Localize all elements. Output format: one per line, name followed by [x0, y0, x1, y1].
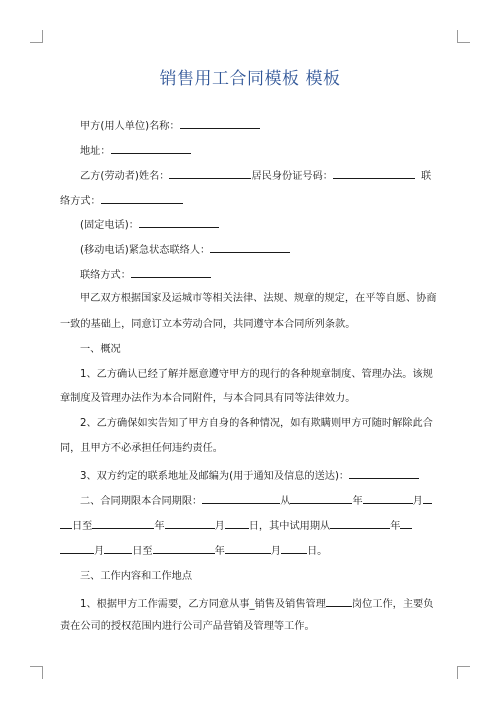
address-line	[80, 142, 191, 159]
probation-year-label-2: 年	[214, 546, 225, 557]
term-start-year-blank[interactable]	[290, 492, 352, 504]
emergency-contact-blank[interactable]	[210, 241, 290, 253]
contact-label-end: 络方式：	[60, 196, 101, 207]
preamble-line-2: 一致的基础上，同意订立本劳动合同，共同遵守本合同所列条款。	[60, 319, 356, 330]
party-a-name-blank[interactable]	[180, 117, 260, 129]
probation-end-day-blank[interactable]	[281, 542, 307, 554]
mailing-address-blank[interactable]	[349, 467, 419, 479]
probation-end-year-blank[interactable]	[153, 542, 215, 554]
term-year-label-1: 年	[352, 496, 363, 507]
clause-1-1-line-1: 1、乙方确认已经了解并愿意遵守甲方的现行的各种规章制度、管理办法。该规	[80, 369, 433, 380]
probation-year-label-1: 年	[390, 521, 401, 532]
position-blank[interactable]	[326, 595, 352, 607]
term-from-label: 从	[280, 496, 291, 507]
party-a-name-line	[80, 117, 260, 134]
term-end-day-blank[interactable]	[225, 517, 249, 529]
probation-start-month-blank-cont[interactable]	[60, 542, 94, 554]
party-b-name-label: 乙方(劳动者)姓名：	[80, 171, 170, 182]
probation-day-to-label: 日至	[132, 546, 153, 557]
mobile-emergency-label: (移动电话)紧急状态联络人：	[80, 245, 211, 256]
term-label: 二、合同期限本合同期限：	[80, 496, 203, 507]
contact-line	[60, 192, 183, 209]
section-1-heading: 一、概况	[80, 344, 121, 355]
term-month-label-1: 月	[412, 496, 423, 507]
term-line-2	[60, 517, 412, 534]
clause-3-1-line-2: 责在公司的授权范围内进行公司产品营销及管理等工作。	[60, 621, 315, 632]
crop-mark-top-left	[30, 30, 43, 43]
crop-mark-bottom-left	[30, 666, 43, 679]
id-number-blank[interactable]	[333, 167, 415, 179]
contact-blank[interactable]	[101, 192, 183, 204]
term-line-1	[80, 492, 432, 509]
probation-month-label-1: 月	[94, 546, 105, 557]
landline-blank[interactable]	[139, 216, 219, 228]
probation-day-end-label: 日。	[306, 546, 328, 557]
mobile-line	[80, 241, 290, 258]
section-3-heading: 三、工作内容和工作地点	[80, 571, 193, 582]
document-title: 销售用工合同模板 模板	[159, 69, 341, 89]
term-start-day-blank[interactable]	[423, 492, 432, 504]
party-a-name-label: 甲方(用人单位)名称：	[80, 121, 180, 132]
probation-month-label-2: 月	[270, 546, 281, 557]
clause-1-2-line-1: 2、乙方确保如实告知了甲方自身的各种情况，如有欺瞒则甲方可随时解除此合	[80, 418, 433, 429]
crop-mark-bottom-right	[457, 666, 470, 679]
clause-1-3-line	[80, 467, 419, 484]
clause-3-1-text-end: 岗位工作，主要负	[351, 599, 434, 610]
probation-start-month-blank[interactable]	[400, 517, 412, 529]
clause-1-2-line-2: 同，且甲方不必承担任何违约责任。	[60, 443, 223, 454]
clause-1-3-label: 3、双方约定的联系地址及邮编为(用于通知及信息的送达)：	[80, 471, 350, 482]
landline-label: (固定电话)：	[80, 220, 139, 231]
clause-1-1-line-2: 章制度及管理办法作为本合同附件，与本合同具有同等法律效力。	[60, 393, 356, 404]
emergency-contact-method-label: 联络方式：	[80, 270, 131, 281]
party-b-name-line	[80, 167, 431, 184]
term-end-month-blank[interactable]	[165, 517, 215, 529]
term-line-3	[60, 542, 327, 559]
term-month-label-2: 月	[214, 521, 225, 532]
clause-3-1-text-start: 1、根据甲方工作需要，乙方同意从事_销售及销售管理	[80, 599, 326, 610]
clause-3-1-line-1	[80, 595, 433, 612]
emergency-contact-method-blank[interactable]	[131, 266, 211, 278]
landline-line	[80, 216, 219, 233]
probation-start-day-blank[interactable]	[104, 542, 132, 554]
term-start-month-blank[interactable]	[363, 492, 413, 504]
preamble-line-1: 甲乙双方根据国家及运城市等相关法律、法规、规章的规定，在平等自愿、协商	[80, 293, 437, 304]
term-day-to-label: 日至	[72, 521, 93, 532]
party-b-name-blank[interactable]	[169, 167, 251, 179]
probation-from-label: 日，其中试用期从	[248, 521, 331, 532]
id-number-label: 居民身份证号码：	[251, 171, 333, 182]
crop-mark-top-right	[457, 30, 470, 43]
probation-start-year-blank[interactable]	[330, 517, 390, 529]
emergency-contact-method-line	[80, 266, 211, 283]
address-blank[interactable]	[111, 142, 191, 154]
probation-end-month-blank[interactable]	[225, 542, 271, 554]
contact-label-start: 联	[420, 171, 432, 182]
term-year-label-2: 年	[154, 521, 165, 532]
term-end-year-blank[interactable]	[92, 517, 154, 529]
term-blank-1[interactable]	[202, 492, 280, 504]
address-label: 地址：	[80, 146, 111, 157]
term-start-day-blank-cont[interactable]	[60, 517, 72, 529]
